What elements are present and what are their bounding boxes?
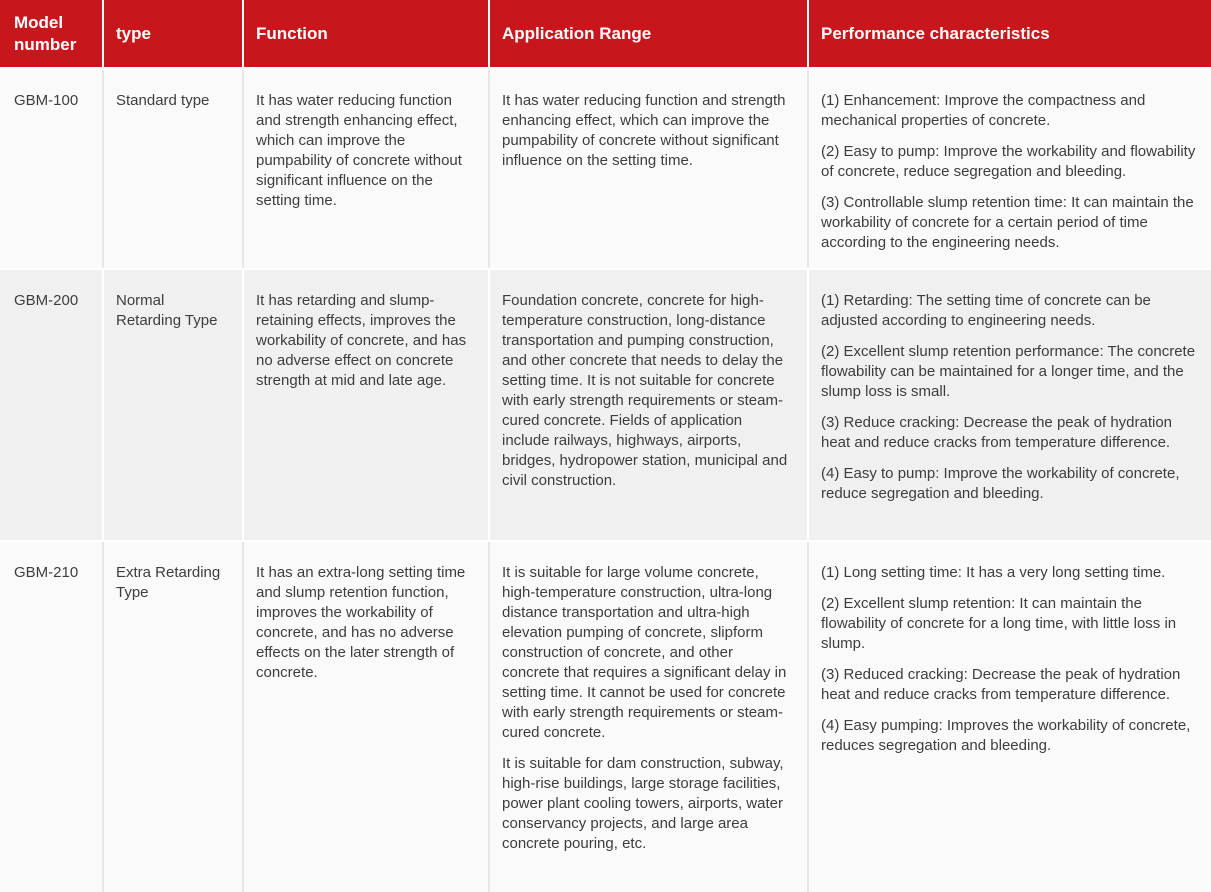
cell-type [102, 542, 242, 892]
cell-function [242, 270, 488, 540]
table-header-row [0, 0, 1211, 70]
cell-application-range [488, 542, 807, 892]
performance-item: (2) Excellent slump retention performance: The concrete flowability can be maintained for a longer time, and the slump loss is small. [821, 343, 1196, 400]
cell-application-range [488, 70, 807, 268]
performance-item: (4) Easy pumping: Improves the workability of concrete, reduces segregation and bleeding. [821, 717, 1191, 754]
header-cell-model-number [0, 0, 102, 67]
function-text: It has water reducing function and strength enhancing effect, which can improve the pumpability of concrete without significant influence on the setting time. [256, 92, 462, 209]
header-label: type [116, 23, 151, 43]
type-value: Normal Retarding Type [116, 292, 218, 329]
table-row [0, 270, 1211, 542]
cell-performance [807, 70, 1211, 268]
performance-item: (2) Easy to pump: Improve the workability and flowability of concrete, reduce segregation and bleeding. [821, 143, 1196, 180]
cell-function [242, 70, 488, 268]
performance-item: (4) Easy to pump: Improve the workability of concrete, reduce segregation and bleeding. [821, 465, 1180, 502]
performance-item: (1) Retarding: The setting time of concrete can be adjusted according to engineering needs. [821, 292, 1151, 329]
application-paragraph: Foundation concrete, concrete for high-temperature construction, long-distance transportation and pumping construction, and other concrete that needs to delay the setting time. It is not suitable for concrete with early strength requirements or steam-cured concrete. Fields of application include railways, highways, airports, bridges, hydropower station, municipal and civil construction. [502, 292, 788, 489]
cell-function [242, 542, 488, 892]
application-paragraph: It is suitable for large volume concrete, high-temperature construction, ultra-long distance transportation and ultra-high elevation pumping of concrete, slipform construction of concrete, and other concrete that requires a significant delay in setting time. It cannot be used for concrete with early strength requirements or steam-cured concrete. [502, 564, 787, 741]
application-paragraph: It has water reducing function and strength enhancing effect, which can improve the pumpability of concrete without significant influence on the setting time. [502, 92, 786, 169]
header-cell-type [102, 0, 242, 67]
table-row [0, 542, 1211, 892]
function-text: It has an extra-long setting time and slump retention function, improves the workability of concrete, and has no adverse effects on the later strength of concrete. [256, 564, 466, 681]
header-label: Application Range [502, 23, 652, 43]
type-value: Standard type [116, 92, 210, 109]
cell-model [0, 70, 102, 268]
header-label: Performance characteristics [821, 23, 1050, 43]
type-value: Extra Retarding Type [116, 564, 221, 601]
model-number: GBM-210 [14, 564, 79, 581]
header-label: Function [256, 23, 328, 43]
performance-item: (3) Reduced cracking: Decrease the peak of hydration heat and reduce cracks from temperature difference. [821, 666, 1181, 703]
model-number: GBM-200 [14, 292, 79, 309]
cell-model [0, 270, 102, 540]
cell-performance [807, 270, 1211, 540]
cell-type [102, 270, 242, 540]
header-cell-application-range [488, 0, 807, 67]
performance-item: (1) Long setting time: It has a very long setting time. [821, 564, 1166, 581]
header-label: Model number [14, 12, 77, 54]
header-cell-function [242, 0, 488, 67]
function-text: It has retarding and slump-retaining effects, improves the workability of concrete, and has no adverse effect on concrete strength at mid and late age. [256, 292, 467, 389]
header-cell-performance-characteristics [807, 0, 1211, 67]
cell-model [0, 542, 102, 892]
performance-item: (3) Reduce cracking: Decrease the peak of hydration heat and reduce cracks from temperature difference. [821, 414, 1173, 451]
model-number: GBM-100 [14, 92, 79, 109]
cell-performance [807, 542, 1211, 892]
cell-application-range [488, 270, 807, 540]
table-row [0, 70, 1211, 270]
application-paragraph: It is suitable for dam construction, subway, high-rise buildings, large storage facilities, power plant cooling towers, airports, water conservancy projects, and large area concrete pouring, etc. [502, 755, 784, 852]
performance-item: (2) Excellent slump retention: It can maintain the flowability of concrete for a long time, with little loss in slump. [821, 595, 1177, 652]
performance-item: (1) Enhancement: Improve the compactness and mechanical properties of concrete. [821, 92, 1146, 129]
cell-type [102, 70, 242, 268]
performance-item: (3) Controllable slump retention time: It can maintain the workability of concrete for a certain period of time according to the engineering needs. [821, 194, 1194, 251]
